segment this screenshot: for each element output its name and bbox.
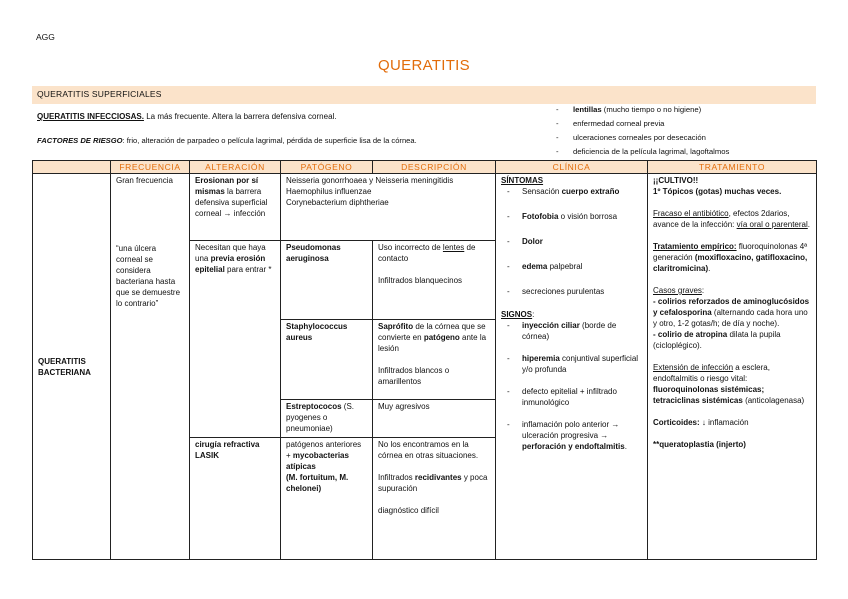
list-item: - defecto epitelial + infiltrado inmunológico (501, 386, 642, 408)
patogeno-cell-1: Neisseria gonorrhoaea y Neisseria meningitidis Haemophilus influenzae Corynebacterium diphtheriae (281, 174, 496, 241)
sintomas-label: SÍNTOMAS (501, 176, 544, 185)
list-item: - ulceraciones corneales por desecación (556, 131, 729, 145)
page-title: QUERATITIS (378, 57, 470, 74)
tratamiento-cell: ¡¡CULTIVO!! 1º Tópicos (gotas) muchas veces. Fracaso el antibiótico, efectos 2darios, avance de la infección: vía oral o parenteral. Tratamiento empírico: fluoroquinolonas 4ª generación (moxifloxacino, gatifloxacino, claritromicina). Casos graves: - colirios reforzados de aminoglucósidos y cefalosporina (alternando cada hora uno y otro, 1-2 gotas/h; de día y noche). - colirio de atropina dilata la pupila (cicloplégico). Extensión de infección a esclera, endoftalmitis o riesgo vital: fluoroquinolonas sistémicas; tetraciclinas sistémicas (anticolagenasa) Corticoides: ↓ inflamación **queratoplastia (injerto) (648, 174, 817, 560)
row-label: QUERATITIS BACTERIANA (33, 174, 111, 560)
sintomas-list (501, 186, 642, 297)
list-item: - lentillas (mucho tiempo o no higiene) (556, 103, 729, 117)
keratitis-table (32, 160, 817, 560)
clinica-cell: SÍNTOMAS - Sensación cuerpo extraño - Fotofobia o visión borrosa - Dolor - edema palpebral - secreciones purulentas SIGNOS: - inyección ciliar (borde de córnea) - hiperemia conjuntival superficial y/o profunda - defecto epitelial + infiltrado inmunológico - inflamación polo anterior → ulceración progresiva → perforación y endoftalmitis. (496, 174, 648, 560)
descripcion-estreptococos: Muy agresivos (373, 400, 496, 438)
table-row (33, 174, 817, 241)
patogeno-staphylococcus: Staphylococcus aureus (281, 320, 373, 400)
alteracion-cell-2: Necesitan que haya una previa erosión epitelial para entrar * (190, 241, 281, 438)
patogeno-pseudomonas: Pseudomonas aeruginosa (281, 241, 373, 320)
col-header-alteracion: ALTERACIÓN (190, 161, 281, 174)
frecuencia-quote: “una úlcera corneal se considera bacteriana hasta que se demuestre lo contrario” (116, 244, 181, 308)
alteracion-cell-1: Erosionan por sí mismas la barrera defensiva superficial corneal → infección (190, 174, 281, 241)
patogeno-lasik: patógenos anteriores + mycobacterias atípicas (M. fortuitum, M. chelonei) (281, 438, 373, 560)
table-header-row (33, 161, 817, 174)
col-header-clinica: CLÍNICA (496, 161, 648, 174)
descripcion-lasik: No los encontramos en la córnea en otras situaciones. Infiltrados recidivantes y poca supuración diagnóstico difícil (373, 438, 496, 560)
author-initials: AGG (36, 32, 55, 42)
signos-label: SIGNOS (501, 310, 533, 319)
list-item: - deficiencia de la película lagrimal, lagoftalmos (556, 145, 729, 159)
alteracion-cell-3: cirugía refractiva LASIK (190, 438, 281, 560)
list-item: - secreciones purulentas (501, 286, 642, 297)
list-item: - enfermedad corneal previa (556, 117, 729, 131)
descripcion-pseudomonas: Uso incorrecto de lentes de contacto Infiltrados blanquecinos (373, 241, 496, 320)
section-title: QUERATITIS SUPERFICIALES (37, 89, 162, 99)
descripcion-staphylococcus: Saprófito de la córnea que se convierte en patógeno ante la lesión Infiltrados blancos o amarillentos (373, 320, 496, 400)
col-header-frecuencia: FRECUENCIA (111, 161, 190, 174)
risk-factors (37, 136, 417, 145)
frecuencia-top: Gran frecuencia (116, 176, 173, 185)
intro-line (37, 112, 337, 121)
list-item: - inflamación polo anterior → ulceración progresiva → perforación y endoftalmitis. (501, 419, 642, 452)
col-header-patogeno: PATÓGENO (281, 161, 373, 174)
col-header-descripcion: DESCRIPCIÓN (373, 161, 496, 174)
intro-text: La más frecuente. Altera la barrera defensiva corneal. (143, 112, 337, 121)
list-item: - hiperemia conjuntival superficial y/o profunda (501, 353, 642, 375)
col-header-blank (33, 161, 111, 174)
list-item: - Fotofobia o visión borrosa (501, 211, 642, 222)
list-item: - Dolor (501, 236, 642, 247)
list-item: - inyección ciliar (borde de córnea) (501, 320, 642, 342)
list-item: - edema palpebral (501, 261, 642, 272)
intro-term: QUERATITIS INFECCIOSAS. (37, 112, 144, 121)
risk-label: FACTORES DE RIESGO (37, 136, 123, 145)
signos-list (501, 320, 642, 452)
patogeno-estreptococos: Estreptococos (S. pyogenes o pneumoniae) (281, 400, 373, 438)
list-item: - Sensación cuerpo extraño (501, 186, 642, 197)
risk-bullet-list (556, 103, 729, 159)
col-header-tratamiento: TRATAMIENTO (648, 161, 817, 174)
risk-text: : frio, alteración de parpadeo o película lagrimal, pérdida de superficie lisa de la córnea. (122, 136, 417, 145)
frecuencia-cell (111, 174, 190, 560)
